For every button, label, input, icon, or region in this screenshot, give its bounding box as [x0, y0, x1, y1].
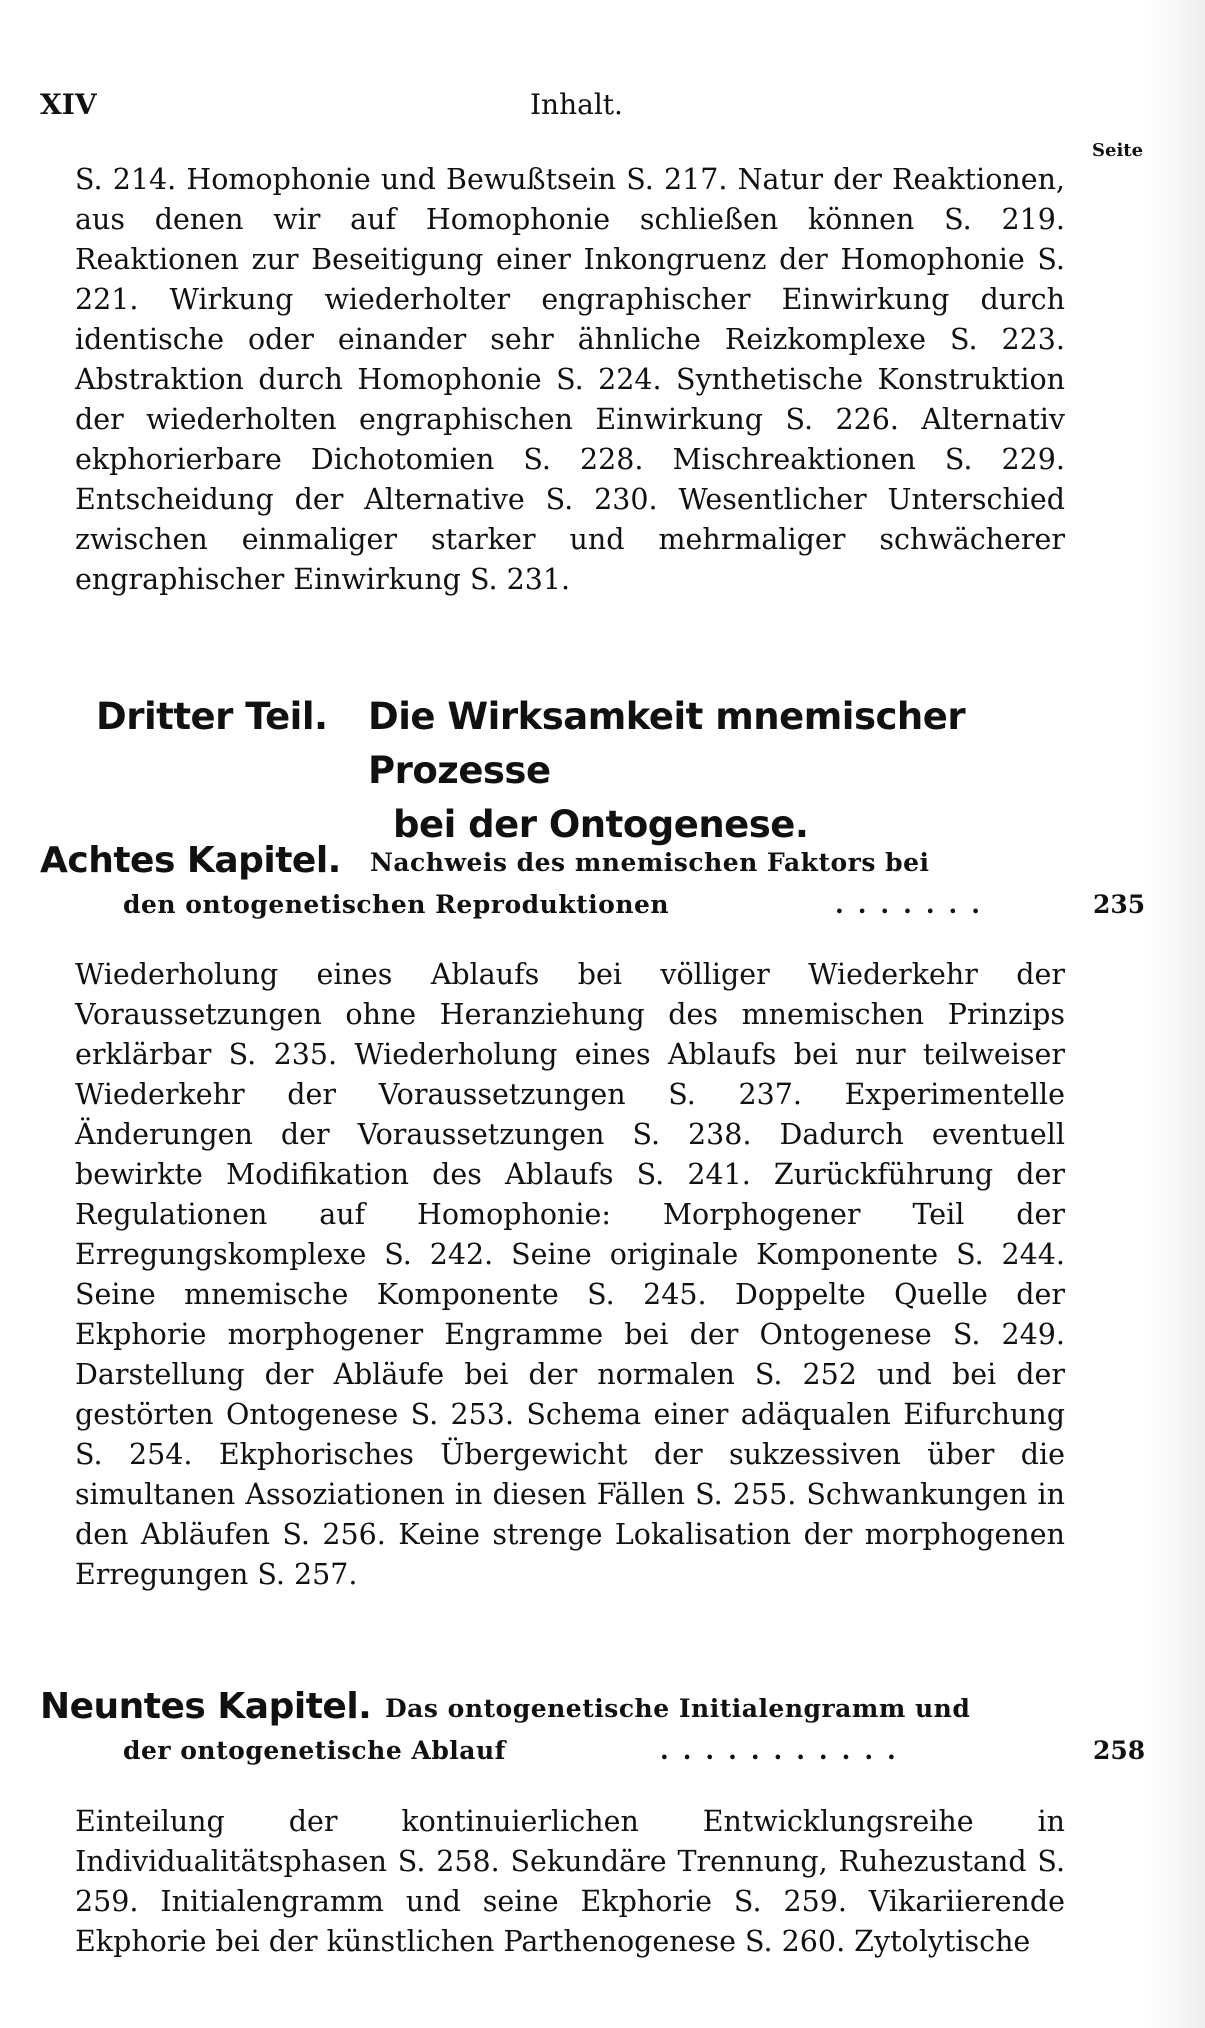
continued-summary-paragraph: S. 214. Homophonie und Bewußtsein S. 217. Natur der Reaktionen, aus denen wir auf Homophonie schließen können S. 219. Reaktionen zur Beseitigung einer Inkongruenz der Homophonie S. 221. Wirkung wiederholter engraphischer Einwirkung durch identische oder einander sehr ähnliche Reizkomplexe S. 223. Abstraktion durch Homophonie S. 224. Synthetische Konstruktion der wiederholten engraphischen Einwirkung S. 226. Alternativ ekphorierbare Dichotomien S. 228. Mischreaktionen S. 229. Entscheidung der Alternative S. 230. Wesentlicher Unterschied zwischen einmaliger starker und mehrmaliger schwächerer engraphischer Einwirkung S. 231. — [75, 163, 1065, 596]
chapter-title-line-1: Das ontogenetische Initialengramm und — [385, 1694, 971, 1723]
chapter-label: Achtes Kapitel. — [40, 840, 341, 881]
chapter-title-line-2: der ontogenetische Ablauf — [123, 1736, 506, 1765]
page-edge-shadow — [1145, 0, 1205, 2028]
part-title — [368, 690, 1128, 852]
chapter-title-line-2: den ontogenetischen Reproduktionen — [123, 890, 670, 919]
chapter-page-number: 235 — [1093, 890, 1146, 919]
chapter-summary-paragraph: Wiederholung eines Ablaufs bei völliger Wiederkehr der Voraussetzungen ohne Heranziehung des mnemischen Prinzips erklärbar S. 235. Wiederholung eines Ablaufs bei nur teilweiser Wiederkehr der Voraussetzungen S. 237. Experimentelle Änderungen der Voraussetzungen S. 238. Dadurch eventuell bewirkte Modifikation des Ablaufs S. 241. Zurückführung der Regulationen auf Homophonie: Morphogener Teil der Erregungskomplexe S. 242. Seine originale Komponente S. 244. Seine mnemische Komponente S. 245. Doppelte Quelle der Ekphorie morphogener Engramme bei der Ontogenese S. 249. Darstellung der Abläufe bei der normalen S. 252 und bei der gestörten Ontogenese S. 253. Schema einer adäqualen Eifurchung S. 254. Ekphorisches Übergewicht der sukzessiven über die simultanen Assoziationen in diesen Fällen S. 255. Schwankungen in den Abläufen S. 256. Keine strenge Lokalisation der morphogenen Erregungen S. 257. — [75, 958, 1065, 1591]
running-title: Inhalt. — [530, 88, 623, 121]
seite-column-label: Seite — [1092, 140, 1144, 161]
chapter-summary-paragraph: Einteilung der kontinuierlichen Entwicklungsreihe in Individualitätsphasen S. 258. Sekundäre Trennung, Ruhezustand S. 259. Initialengramm und seine Ekphorie S. 259. Vikariierende Ekphorie bei der künstlichen Parthenogenese S. 260. Zytolytische — [75, 1805, 1065, 1958]
chapter-page-number: 258 — [1093, 1736, 1146, 1765]
part-title-line-2: bei der Ontogenese. — [393, 803, 809, 846]
part-label: Dritter Teil. — [96, 695, 328, 738]
chapter-title-line-1: Nachweis des mnemischen Faktors bei — [370, 848, 930, 877]
part-title-line-1: Die Wirksamkeit mnemischer Prozesse — [368, 695, 966, 792]
chapter-label: Neuntes Kapitel. — [40, 1686, 372, 1727]
dot-leader: ........... — [660, 1736, 910, 1765]
running-head — [40, 88, 1090, 128]
page-folio: XIV — [40, 88, 97, 121]
dot-leader: ....... — [835, 890, 994, 919]
